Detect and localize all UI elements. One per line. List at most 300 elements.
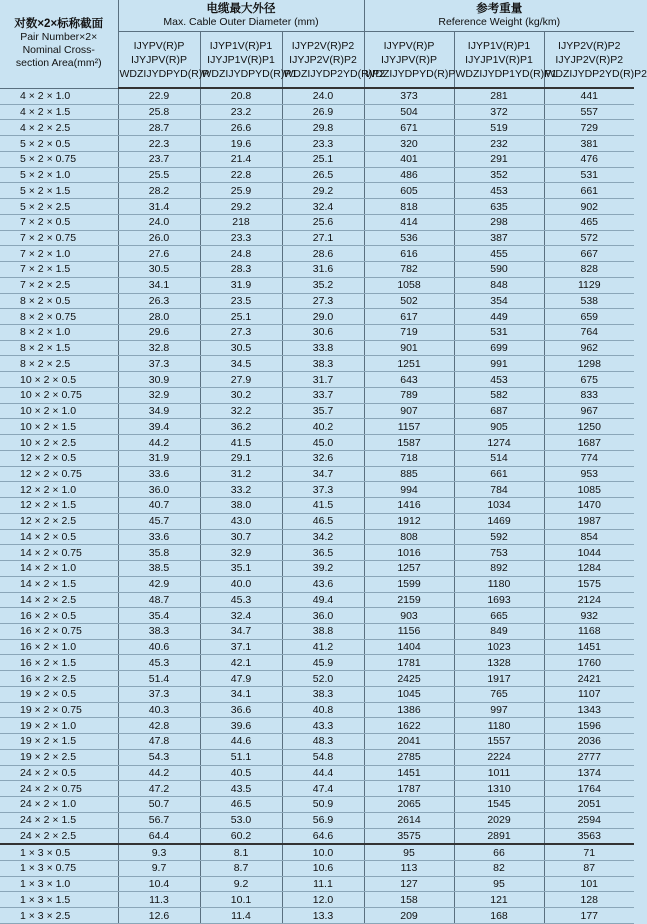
- diameter-type2-cell: 27.9: [200, 372, 282, 388]
- spec-cell: 7 × 2 × 0.75: [0, 230, 118, 246]
- weight-type1-cell: 373: [364, 88, 454, 104]
- weight-type1-cell: 1416: [364, 498, 454, 514]
- diameter-type1-cell: 39.4: [118, 419, 200, 435]
- weight-type2-cell: 1469: [454, 513, 544, 529]
- weight-type2-cell: 665: [454, 608, 544, 624]
- model-name: IJYPV(R)P: [383, 39, 435, 52]
- table-row: [0, 908, 634, 924]
- diameter-type1-cell: 47.8: [118, 734, 200, 750]
- diameter-type3-cell: 27.3: [282, 293, 364, 309]
- spec-cell: 7 × 2 × 0.5: [0, 214, 118, 230]
- weight-type1-cell: 1058: [364, 277, 454, 293]
- diameter-type3-cell: 36.0: [282, 608, 364, 624]
- diameter-type1-cell: 38.3: [118, 623, 200, 639]
- diameter-type1-cell: 30.9: [118, 372, 200, 388]
- weight-type1-cell: 536: [364, 230, 454, 246]
- spec-cell: 19 × 2 × 2.5: [0, 749, 118, 765]
- table-row: [0, 623, 634, 639]
- table-row: [0, 325, 634, 341]
- weight-type1-cell: 1787: [364, 781, 454, 797]
- table-row: [0, 545, 634, 561]
- diameter-type3-cell: 35.7: [282, 403, 364, 419]
- diameter-type1-cell: 40.6: [118, 639, 200, 655]
- spec-cell: 14 × 2 × 0.5: [0, 529, 118, 545]
- spec-cell: 24 × 2 × 0.5: [0, 765, 118, 781]
- weight-type2-cell: 991: [454, 356, 544, 372]
- table-row: [0, 214, 634, 230]
- diameter-type3-cell: 47.4: [282, 781, 364, 797]
- weight-type3-cell: 572: [544, 230, 634, 246]
- weight-type2-cell: 753: [454, 545, 544, 561]
- spec-cell: 4 × 2 × 1.5: [0, 104, 118, 120]
- weight-type1-cell: 2041: [364, 734, 454, 750]
- table-row: [0, 702, 634, 718]
- diameter-type2-cell: 30.7: [200, 529, 282, 545]
- weight-type2-cell: 168: [454, 908, 544, 924]
- weight-type2-cell: 849: [454, 623, 544, 639]
- spec-cell: 1 × 3 × 2.5: [0, 908, 118, 924]
- diameter-type3-cell: 48.3: [282, 734, 364, 750]
- diameter-type3-cell: 38.3: [282, 356, 364, 372]
- diameter-type3-cell: 54.8: [282, 749, 364, 765]
- diameter-type2-cell: 33.2: [200, 482, 282, 498]
- diameter-type1-cell: 9.7: [118, 860, 200, 876]
- weight-type1-cell: 907: [364, 403, 454, 419]
- table-row: [0, 262, 634, 278]
- weight-type3-cell: 381: [544, 136, 634, 152]
- diameter-type3-cell: 29.0: [282, 309, 364, 325]
- diameter-type2-cell: 29.2: [200, 199, 282, 215]
- weight-type2-cell: 765: [454, 686, 544, 702]
- diameter-type3-cell: 34.2: [282, 529, 364, 545]
- weight-type1-cell: 1251: [364, 356, 454, 372]
- diameter-type3-cell: 33.7: [282, 387, 364, 403]
- diameter-type3-cell: 38.8: [282, 623, 364, 639]
- spec-cell: 10 × 2 × 2.5: [0, 435, 118, 451]
- weight-type3-cell: 1250: [544, 419, 634, 435]
- weight-type1-cell: 504: [364, 104, 454, 120]
- diameter-type2-cell: 36.2: [200, 419, 282, 435]
- weight-type3-cell: 1451: [544, 639, 634, 655]
- weight-type2-cell: 1180: [454, 718, 544, 734]
- spec-cell: 1 × 3 × 1.5: [0, 892, 118, 908]
- spec-cell: 7 × 2 × 1.0: [0, 246, 118, 262]
- diameter-type1-cell: 22.3: [118, 136, 200, 152]
- table-row: [0, 482, 634, 498]
- diameter-type1-cell: 33.6: [118, 529, 200, 545]
- weight-type3-cell: 1129: [544, 277, 634, 293]
- weight-type3-cell: 1987: [544, 513, 634, 529]
- weight-type1-cell: 1157: [364, 419, 454, 435]
- weight-type3-cell: 774: [544, 450, 634, 466]
- spec-cell: 8 × 2 × 2.5: [0, 356, 118, 372]
- diameter-type2-cell: 8.1: [200, 844, 282, 860]
- diameter-type3-cell: 27.1: [282, 230, 364, 246]
- table-row: [0, 797, 634, 813]
- weight-type2-cell: 531: [454, 325, 544, 341]
- table-row: [0, 592, 634, 608]
- weight-type3-cell: 1107: [544, 686, 634, 702]
- diameter-type1-cell: 44.2: [118, 765, 200, 781]
- spec-header-en-1: Pair Number×2×: [20, 31, 98, 44]
- spec-cell: 16 × 2 × 1.0: [0, 639, 118, 655]
- diameter-type1-cell: 12.6: [118, 908, 200, 924]
- diameter-type3-cell: 37.3: [282, 482, 364, 498]
- diameter-type3-cell: 13.3: [282, 908, 364, 924]
- diameter-type2-cell: 24.8: [200, 246, 282, 262]
- weight-type2-cell: 281: [454, 88, 544, 104]
- diameter-type3-cell: 56.9: [282, 812, 364, 828]
- weight-type3-cell: 1168: [544, 623, 634, 639]
- weight-type3-cell: 667: [544, 246, 634, 262]
- diameter-type2-cell: 26.6: [200, 120, 282, 136]
- weight-type2-cell: 298: [454, 214, 544, 230]
- spec-cell: 19 × 2 × 1.0: [0, 718, 118, 734]
- spec-cell: 5 × 2 × 0.5: [0, 136, 118, 152]
- weight-type1-cell: 1599: [364, 576, 454, 592]
- model-name: IJYP2V(R)P2: [558, 39, 621, 52]
- table-row: [0, 529, 634, 545]
- weight-type1-cell: 1781: [364, 655, 454, 671]
- weight-type1-cell: 401: [364, 151, 454, 167]
- diameter-type1-cell: 38.5: [118, 561, 200, 577]
- diameter-type3-cell: 25.6: [282, 214, 364, 230]
- diameter-type2-cell: 29.1: [200, 450, 282, 466]
- spec-cell: 10 × 2 × 1.0: [0, 403, 118, 419]
- weight-type1-cell: 903: [364, 608, 454, 624]
- diameter-type2-cell: 34.5: [200, 356, 282, 372]
- model-header-4: [454, 32, 558, 89]
- spec-cell: 19 × 2 × 0.5: [0, 686, 118, 702]
- table-row: [0, 88, 634, 104]
- diameter-type2-cell: 47.9: [200, 671, 282, 687]
- spec-cell: 16 × 2 × 1.5: [0, 655, 118, 671]
- diameter-type3-cell: 39.2: [282, 561, 364, 577]
- diameter-type2-cell: 10.1: [200, 892, 282, 908]
- weight-type2-cell: 635: [454, 199, 544, 215]
- weight-type2-cell: 95: [454, 876, 544, 892]
- weight-type2-cell: 892: [454, 561, 544, 577]
- weight-type1-cell: 1622: [364, 718, 454, 734]
- diameter-type3-cell: 32.6: [282, 450, 364, 466]
- diameter-type2-cell: 38.0: [200, 498, 282, 514]
- table-body: [0, 88, 634, 923]
- weight-type1-cell: 808: [364, 529, 454, 545]
- diameter-header-en: Max. Cable Outer Diameter (mm): [163, 16, 319, 28]
- table-row: [0, 639, 634, 655]
- weight-type2-cell: 848: [454, 277, 544, 293]
- weight-type2-cell: 1545: [454, 797, 544, 813]
- diameter-type1-cell: 29.6: [118, 325, 200, 341]
- table-row: [0, 686, 634, 702]
- diameter-type3-cell: 26.5: [282, 167, 364, 183]
- table-row: [0, 860, 634, 876]
- weight-type2-cell: 519: [454, 120, 544, 136]
- weight-type2-cell: 1034: [454, 498, 544, 514]
- weight-type1-cell: 1045: [364, 686, 454, 702]
- table-row: [0, 844, 634, 860]
- model-name: WDZIJYDP1YD(R)P1: [455, 67, 558, 80]
- model-name: IJYJP2V(R)P2: [289, 53, 357, 66]
- model-name: IJYP2V(R)P2: [291, 39, 355, 52]
- model-header-3: [364, 32, 454, 89]
- diameter-type1-cell: 50.7: [118, 797, 200, 813]
- diameter-type2-cell: 31.2: [200, 466, 282, 482]
- weight-type3-cell: 2124: [544, 592, 634, 608]
- diameter-type1-cell: 40.7: [118, 498, 200, 514]
- table-row: [0, 403, 634, 419]
- weight-type1-cell: 1587: [364, 435, 454, 451]
- weight-type2-cell: 232: [454, 136, 544, 152]
- diameter-type1-cell: 36.0: [118, 482, 200, 498]
- table-row: [0, 419, 634, 435]
- weight-type1-cell: 95: [364, 844, 454, 860]
- weight-type2-cell: 661: [454, 466, 544, 482]
- diameter-type3-cell: 12.0: [282, 892, 364, 908]
- weight-type2-cell: 2029: [454, 812, 544, 828]
- weight-type2-cell: 82: [454, 860, 544, 876]
- weight-type3-cell: 729: [544, 120, 634, 136]
- weight-type3-cell: 962: [544, 340, 634, 356]
- diameter-type2-cell: 45.3: [200, 592, 282, 608]
- spec-cell: 1 × 3 × 1.0: [0, 876, 118, 892]
- diameter-type3-cell: 43.6: [282, 576, 364, 592]
- diameter-type1-cell: 26.0: [118, 230, 200, 246]
- diameter-type3-cell: 31.7: [282, 372, 364, 388]
- spec-cell: 7 × 2 × 1.5: [0, 262, 118, 278]
- weight-type1-cell: 643: [364, 372, 454, 388]
- table-row: [0, 513, 634, 529]
- weight-type2-cell: 372: [454, 104, 544, 120]
- diameter-type3-cell: 36.5: [282, 545, 364, 561]
- weight-type1-cell: 414: [364, 214, 454, 230]
- weight-type3-cell: 1470: [544, 498, 634, 514]
- weight-type1-cell: 1156: [364, 623, 454, 639]
- diameter-type2-cell: 34.7: [200, 623, 282, 639]
- table-row: [0, 136, 634, 152]
- weight-type1-cell: 2159: [364, 592, 454, 608]
- diameter-type1-cell: 10.4: [118, 876, 200, 892]
- weight-type3-cell: 3563: [544, 828, 634, 844]
- weight-type2-cell: 997: [454, 702, 544, 718]
- spec-cell: 12 × 2 × 1.0: [0, 482, 118, 498]
- weight-type1-cell: 209: [364, 908, 454, 924]
- model-name: IJYPV(R)P: [133, 39, 185, 52]
- diameter-type1-cell: 47.2: [118, 781, 200, 797]
- diameter-type2-cell: 11.4: [200, 908, 282, 924]
- diameter-type2-cell: 41.5: [200, 435, 282, 451]
- diameter-type3-cell: 23.3: [282, 136, 364, 152]
- diameter-type3-cell: 24.0: [282, 88, 364, 104]
- weight-type1-cell: 2425: [364, 671, 454, 687]
- weight-type2-cell: 66: [454, 844, 544, 860]
- diameter-type2-cell: 9.2: [200, 876, 282, 892]
- diameter-type1-cell: 32.9: [118, 387, 200, 403]
- spec-cell: 16 × 2 × 0.5: [0, 608, 118, 624]
- spec-cell: 5 × 2 × 1.0: [0, 167, 118, 183]
- diameter-type1-cell: 24.0: [118, 214, 200, 230]
- table-row: [0, 151, 634, 167]
- diameter-type3-cell: 28.6: [282, 246, 364, 262]
- diameter-type1-cell: 42.8: [118, 718, 200, 734]
- spec-cell: 8 × 2 × 0.75: [0, 309, 118, 325]
- spec-cell: 5 × 2 × 2.5: [0, 199, 118, 215]
- table-row: [0, 765, 634, 781]
- table-row: [0, 498, 634, 514]
- diameter-type1-cell: 64.4: [118, 828, 200, 844]
- model-name: IJYJP1V(R)P1: [207, 53, 275, 66]
- diameter-type1-cell: 26.3: [118, 293, 200, 309]
- weight-type2-cell: 905: [454, 419, 544, 435]
- diameter-type2-cell: 23.3: [200, 230, 282, 246]
- diameter-type2-cell: 23.2: [200, 104, 282, 120]
- weight-type3-cell: 1085: [544, 482, 634, 498]
- weight-type3-cell: 1374: [544, 765, 634, 781]
- diameter-type1-cell: 31.9: [118, 450, 200, 466]
- diameter-type2-cell: 39.6: [200, 718, 282, 734]
- weight-type1-cell: 719: [364, 325, 454, 341]
- table-row: [0, 167, 634, 183]
- model-name: WDZIJYDPYD(R)P: [119, 67, 210, 80]
- weight-type2-cell: 291: [454, 151, 544, 167]
- diameter-type2-cell: 53.0: [200, 812, 282, 828]
- diameter-type1-cell: 27.6: [118, 246, 200, 262]
- spec-cell: 10 × 2 × 1.5: [0, 419, 118, 435]
- diameter-type2-cell: 20.8: [200, 88, 282, 104]
- weight-type1-cell: 617: [364, 309, 454, 325]
- model-name: WDZIJYDPYD(R)P: [365, 67, 456, 80]
- diameter-type1-cell: 25.8: [118, 104, 200, 120]
- diameter-type2-cell: 31.9: [200, 277, 282, 293]
- spec-cell: 12 × 2 × 0.75: [0, 466, 118, 482]
- diameter-type2-cell: 30.5: [200, 340, 282, 356]
- diameter-type2-cell: 37.1: [200, 639, 282, 655]
- diameter-type1-cell: 37.3: [118, 686, 200, 702]
- weight-type1-cell: 1404: [364, 639, 454, 655]
- spec-cell: 14 × 2 × 2.5: [0, 592, 118, 608]
- diameter-type1-cell: 45.3: [118, 655, 200, 671]
- spec-cell: 5 × 2 × 1.5: [0, 183, 118, 199]
- weight-type3-cell: 1298: [544, 356, 634, 372]
- spec-header-cn: 对数×2×标称截面: [14, 18, 104, 31]
- weight-type2-cell: 455: [454, 246, 544, 262]
- diameter-type2-cell: 40.0: [200, 576, 282, 592]
- weight-type1-cell: 994: [364, 482, 454, 498]
- model-name: IJYP1V(R)P1: [467, 39, 531, 52]
- spec-cell: 19 × 2 × 1.5: [0, 734, 118, 750]
- spec-cell: 14 × 2 × 1.0: [0, 561, 118, 577]
- table-row: [0, 466, 634, 482]
- table-row: [0, 828, 634, 844]
- weight-header-en: Reference Weight (kg/km): [438, 16, 561, 28]
- weight-type3-cell: 531: [544, 167, 634, 183]
- model-header-2: [282, 32, 386, 89]
- weight-type3-cell: 101: [544, 876, 634, 892]
- weight-type2-cell: 1011: [454, 765, 544, 781]
- diameter-type1-cell: 28.7: [118, 120, 200, 136]
- diameter-type2-cell: 22.8: [200, 167, 282, 183]
- diameter-type1-cell: 28.2: [118, 183, 200, 199]
- weight-type3-cell: 659: [544, 309, 634, 325]
- weight-type2-cell: 449: [454, 309, 544, 325]
- diameter-type2-cell: 35.1: [200, 561, 282, 577]
- diameter-type2-cell: 40.5: [200, 765, 282, 781]
- weight-type3-cell: 1575: [544, 576, 634, 592]
- weight-type1-cell: 616: [364, 246, 454, 262]
- weight-type2-cell: 387: [454, 230, 544, 246]
- spec-cell: 12 × 2 × 0.5: [0, 450, 118, 466]
- weight-type2-cell: 590: [454, 262, 544, 278]
- table-row: [0, 734, 634, 750]
- spec-cell: 14 × 2 × 0.75: [0, 545, 118, 561]
- diameter-type2-cell: 46.5: [200, 797, 282, 813]
- diameter-type3-cell: 25.1: [282, 151, 364, 167]
- table-row: [0, 372, 634, 388]
- table-row: [0, 387, 634, 403]
- weight-type1-cell: 320: [364, 136, 454, 152]
- diameter-type2-cell: 30.2: [200, 387, 282, 403]
- weight-header-cn: 参考重量: [476, 3, 523, 15]
- spec-cell: 19 × 2 × 0.75: [0, 702, 118, 718]
- diameter-type1-cell: 32.8: [118, 340, 200, 356]
- weight-type3-cell: 1760: [544, 655, 634, 671]
- weight-type3-cell: 87: [544, 860, 634, 876]
- spec-cell: 24 × 2 × 0.75: [0, 781, 118, 797]
- weight-type2-cell: 592: [454, 529, 544, 545]
- diameter-type1-cell: 31.4: [118, 199, 200, 215]
- spec-cell: 12 × 2 × 1.5: [0, 498, 118, 514]
- model-name: IJYJP2V(R)P2: [555, 53, 624, 66]
- weight-type3-cell: 557: [544, 104, 634, 120]
- weight-type3-cell: 902: [544, 199, 634, 215]
- weight-type2-cell: 1917: [454, 671, 544, 687]
- table-row: [0, 876, 634, 892]
- weight-type2-cell: 2224: [454, 749, 544, 765]
- weight-type3-cell: 2036: [544, 734, 634, 750]
- diameter-type3-cell: 50.9: [282, 797, 364, 813]
- diameter-type3-cell: 46.5: [282, 513, 364, 529]
- diameter-type3-cell: 31.6: [282, 262, 364, 278]
- weight-type3-cell: 1596: [544, 718, 634, 734]
- spec-cell: 10 × 2 × 0.5: [0, 372, 118, 388]
- diameter-type2-cell: 32.4: [200, 608, 282, 624]
- weight-type1-cell: 486: [364, 167, 454, 183]
- diameter-type1-cell: 37.3: [118, 356, 200, 372]
- weight-type1-cell: 2065: [364, 797, 454, 813]
- diameter-type1-cell: 23.7: [118, 151, 200, 167]
- diameter-type2-cell: 8.7: [200, 860, 282, 876]
- weight-type1-cell: 782: [364, 262, 454, 278]
- diameter-type2-cell: 32.9: [200, 545, 282, 561]
- spec-column-header: [0, 0, 118, 88]
- diameter-type1-cell: 9.3: [118, 844, 200, 860]
- weight-type3-cell: 675: [544, 372, 634, 388]
- table-row: [0, 561, 634, 577]
- diameter-type3-cell: 34.7: [282, 466, 364, 482]
- table-row: [0, 655, 634, 671]
- table-row: [0, 340, 634, 356]
- diameter-type3-cell: 10.0: [282, 844, 364, 860]
- diameter-type3-cell: 32.4: [282, 199, 364, 215]
- table-row: [0, 671, 634, 687]
- diameter-type3-cell: 30.6: [282, 325, 364, 341]
- weight-type2-cell: 1310: [454, 781, 544, 797]
- diameter-type2-cell: 60.2: [200, 828, 282, 844]
- spec-header-en-3: section Area(mm²): [15, 57, 102, 70]
- weight-type3-cell: 2421: [544, 671, 634, 687]
- spec-cell: 14 × 2 × 1.5: [0, 576, 118, 592]
- diameter-type2-cell: 42.1: [200, 655, 282, 671]
